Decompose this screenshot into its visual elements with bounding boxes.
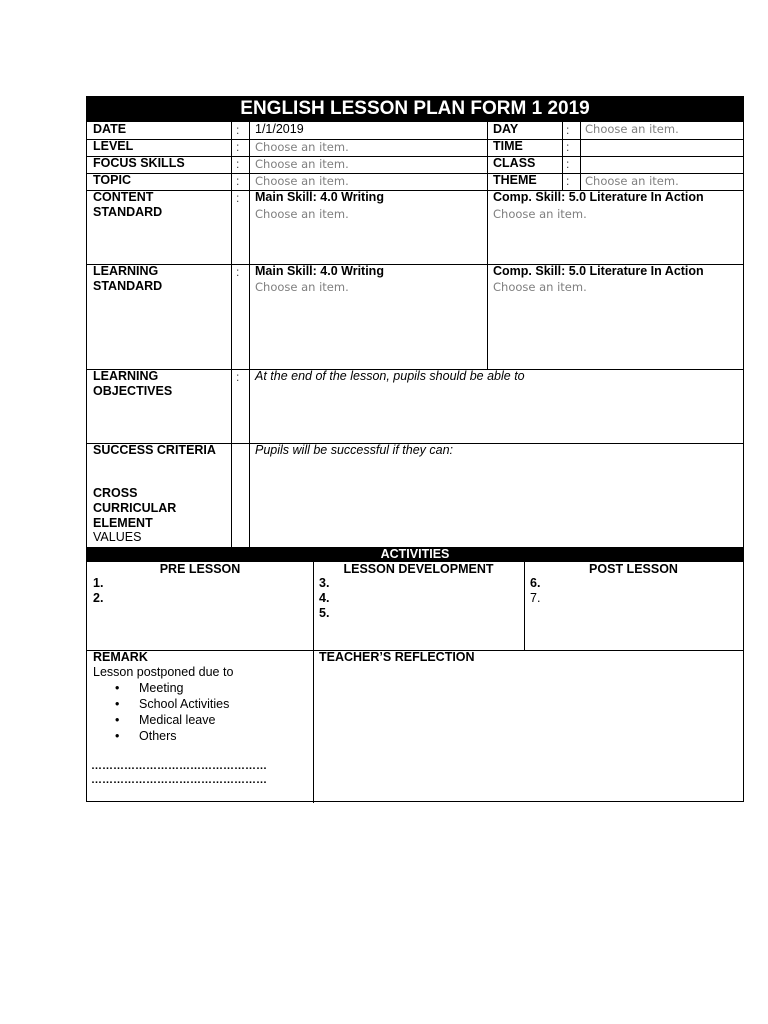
colon: :: [236, 191, 240, 205]
cross-curricular-label: CURRICULAR: [93, 501, 177, 515]
content-comp-select[interactable]: Choose an item.: [493, 207, 587, 221]
content-standard-label: STANDARD: [93, 205, 163, 219]
colon: :: [236, 370, 240, 384]
divider: [562, 121, 563, 190]
remark-title: REMARK: [93, 650, 148, 664]
learning-main-skill: Main Skill: 4.0 Writing: [255, 264, 384, 278]
remark-dotted-line[interactable]: …………………………………………: [91, 774, 267, 786]
remark-item: Medical leave: [139, 713, 216, 727]
learning-main-select[interactable]: Choose an item.: [255, 280, 349, 294]
remark-intro: Lesson postponed due to: [93, 665, 234, 679]
pre-lesson-title: PRE LESSON: [159, 562, 241, 576]
theme-label: THEME: [493, 173, 537, 187]
focus-skills-select[interactable]: Choose an item.: [255, 157, 349, 171]
colon: :: [236, 157, 240, 171]
colon: :: [566, 157, 570, 171]
lesson-plan-form: [86, 96, 744, 802]
bullet: •: [115, 681, 120, 695]
divider: [487, 121, 488, 369]
pre-lesson-item[interactable]: 2.: [93, 591, 104, 605]
class-label: CLASS: [493, 156, 536, 170]
topic-label: TOPIC: [93, 173, 131, 187]
colon: :: [236, 265, 240, 279]
divider: [87, 139, 743, 140]
date-label: DATE: [93, 122, 127, 136]
learning-comp-select[interactable]: Choose an item.: [493, 280, 587, 294]
objectives-label: LEARNING: [93, 369, 159, 383]
bullet: •: [115, 729, 120, 743]
lesson-development-item[interactable]: 4.: [319, 591, 330, 605]
post-lesson-item[interactable]: 6.: [530, 576, 541, 590]
remark-item: Others: [139, 729, 177, 743]
remark-dotted-line[interactable]: …………………………………………: [91, 760, 267, 772]
teacher-reflection-title: TEACHER’S REFLECTION: [319, 650, 475, 664]
divider: [87, 156, 743, 157]
lesson-development-item[interactable]: 3.: [319, 576, 330, 590]
cross-curricular-label: ELEMENT: [93, 516, 153, 530]
colon: :: [566, 123, 570, 137]
learning-standard-label: STANDARD: [93, 279, 163, 293]
divider: [580, 121, 581, 190]
learning-standard-label: LEARNING: [93, 264, 159, 278]
level-select[interactable]: Choose an item.: [255, 140, 349, 154]
divider: [231, 121, 232, 547]
colon: :: [236, 174, 240, 188]
lesson-development-item[interactable]: 5.: [319, 606, 330, 620]
remark-item: School Activities: [139, 697, 230, 711]
level-label: LEVEL: [93, 139, 134, 153]
form-title: ENGLISH LESSON PLAN FORM 1 2019: [87, 97, 743, 121]
colon: :: [566, 174, 570, 188]
day-select[interactable]: Choose an item.: [585, 122, 679, 136]
divider: [313, 562, 314, 803]
bullet: •: [115, 697, 120, 711]
success-criteria-label: SUCCESS CRITERIA: [93, 443, 216, 457]
divider: [249, 121, 250, 547]
bullet: •: [115, 713, 120, 727]
content-main-select[interactable]: Choose an item.: [255, 207, 349, 221]
lesson-development-title: LESSON DEVELOPMENT: [343, 562, 494, 576]
day-label: DAY: [493, 122, 519, 136]
remark-item: Meeting: [139, 681, 184, 695]
content-main-skill: Main Skill: 4.0 Writing: [255, 190, 384, 204]
pre-lesson-item[interactable]: 1.: [93, 576, 104, 590]
values-label: VALUES: [93, 530, 142, 544]
colon: :: [236, 123, 240, 137]
colon: :: [566, 140, 570, 154]
learning-comp-skill: Comp. Skill: 5.0 Literature In Action: [493, 264, 704, 278]
date-value[interactable]: 1/1/2019: [255, 122, 304, 136]
activities-header: ACTIVITIES: [87, 547, 743, 562]
colon: :: [236, 140, 240, 154]
focus-skills-label: FOCUS SKILLS: [93, 156, 185, 170]
success-criteria-text[interactable]: Pupils will be successful if they can:: [255, 443, 454, 457]
post-lesson-title: POST LESSON: [589, 562, 678, 576]
content-comp-skill: Comp. Skill: 5.0 Literature In Action: [493, 190, 704, 204]
topic-select[interactable]: Choose an item.: [255, 174, 349, 188]
objectives-label: OBJECTIVES: [93, 384, 173, 398]
theme-select[interactable]: Choose an item.: [585, 174, 679, 188]
post-lesson-item[interactable]: 7.: [530, 591, 541, 605]
cross-curricular-label: CROSS: [93, 486, 138, 500]
time-label: TIME: [493, 139, 523, 153]
content-standard-label: CONTENT: [93, 190, 154, 204]
objectives-text[interactable]: At the end of the lesson, pupils should be able to: [255, 369, 525, 383]
